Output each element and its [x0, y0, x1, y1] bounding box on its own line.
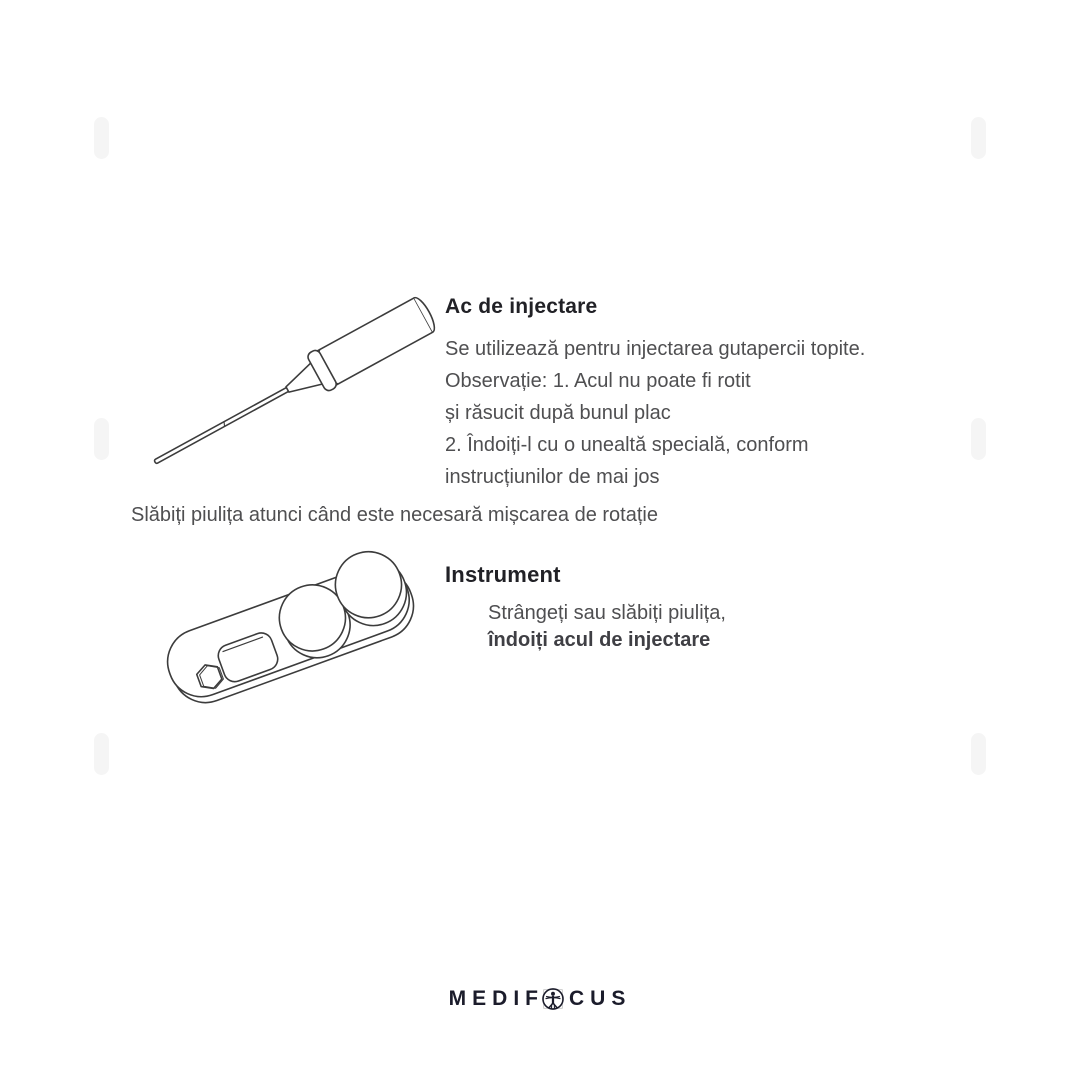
instrument-section-heading: Instrument	[445, 562, 561, 587]
brand-logo-prefix: MEDIF	[448, 987, 544, 1010]
needle-text-line: Observație: 1. Acul nu poate fi rotit	[445, 370, 751, 392]
brand-logo	[0, 984, 1080, 1014]
instrument-illustration	[150, 542, 450, 737]
scan-artifact	[971, 117, 986, 159]
scan-artifact	[94, 418, 109, 460]
needle-section-heading: Ac de injectare	[445, 295, 598, 318]
brand-logo-suffix: CUS	[568, 987, 632, 1010]
instrument-section-paragraph	[445, 600, 925, 654]
scan-artifact	[971, 418, 986, 460]
instrument-section	[445, 562, 925, 654]
multi-tool-plate-line-art	[150, 542, 450, 737]
injection-needle-illustration	[140, 290, 450, 478]
needle-text-line: Se utilizează pentru injectarea gutapercii topite.	[445, 338, 866, 360]
needle-section-paragraph	[445, 333, 965, 493]
rotation-note-line: Slăbiți piulița atunci când este necesară mișcarea de rotație	[131, 504, 658, 526]
scan-artifact	[94, 733, 109, 775]
instrument-text-line-bold: îndoiți acul de injectare	[488, 629, 711, 651]
injection-needle-line-art	[140, 290, 450, 478]
scan-artifact	[94, 117, 109, 159]
needle-text-line: instrucțiunilor de mai jos	[445, 466, 660, 488]
instrument-text-line: Strângeți sau slăbiți piulița,	[488, 602, 726, 624]
needle-section	[445, 294, 965, 493]
needle-text-line: și răsucit după bunul plac	[445, 402, 671, 424]
scan-artifact	[971, 733, 986, 775]
vitruvian-man-icon	[540, 986, 566, 1012]
needle-text-line: 2. Îndoiți-l cu o unealtă specială, conform	[445, 434, 809, 456]
